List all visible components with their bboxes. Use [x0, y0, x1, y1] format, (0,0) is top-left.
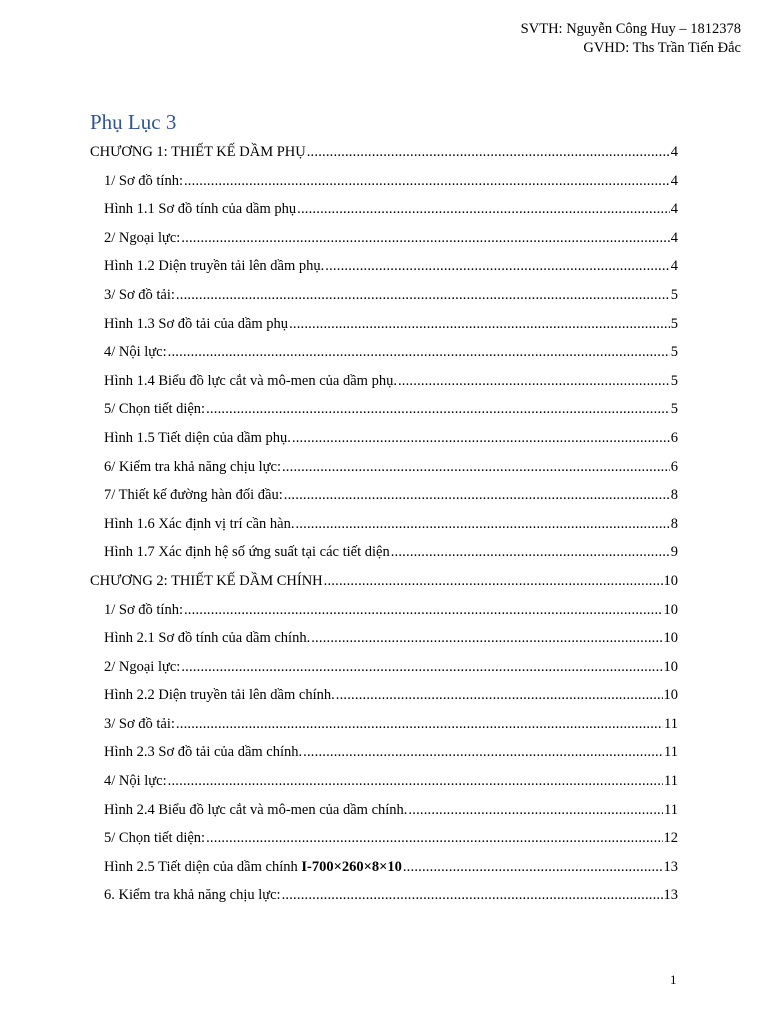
toc-dot-leader [297, 201, 670, 218]
toc-page-number: 12 [663, 830, 678, 847]
toc-entry-text [104, 487, 283, 504]
toc-entry-text [90, 573, 323, 590]
toc-page-number: 6 [670, 458, 678, 475]
toc-entry-label: 5/ Chọn tiết diện: [104, 401, 206, 418]
toc-entry[interactable] [90, 287, 678, 316]
toc-dot-leader [311, 630, 662, 647]
toc-entry-text [104, 230, 180, 247]
toc-dot-leader [307, 144, 670, 161]
toc-dot-leader [398, 373, 670, 390]
toc-entry[interactable] [90, 859, 678, 888]
toc-entry-text [104, 659, 180, 676]
toc-page-number: 10 [663, 601, 678, 618]
toc-page-number: 4 [670, 258, 678, 275]
toc-entry-text [104, 373, 397, 390]
toc-entry-label: Hình 2.1 Sơ đồ tính của dầm chính. [104, 630, 311, 647]
toc-page-number: 4 [670, 229, 678, 246]
toc-entry[interactable] [90, 830, 678, 859]
toc-chapter-entry[interactable] [90, 573, 678, 602]
toc-page-number: 5 [670, 401, 678, 418]
toc-dot-leader [184, 602, 663, 619]
toc-entry-text [104, 258, 324, 275]
toc-entry[interactable] [90, 230, 678, 259]
toc-page-number: 10 [663, 630, 678, 647]
toc-entry-text [104, 287, 175, 304]
toc-page-number: 10 [663, 658, 678, 675]
toc-entry-label: Hình 1.1 Sơ đồ tính của dầm phụ [104, 201, 297, 218]
toc-entry[interactable] [90, 344, 678, 373]
toc-entry-text [104, 201, 296, 218]
toc-page-number: 8 [670, 515, 678, 532]
toc-dot-leader [181, 659, 662, 676]
toc-entry[interactable] [90, 687, 678, 716]
toc-entry[interactable] [90, 716, 678, 745]
toc-page-number: 9 [670, 544, 678, 561]
toc-entry[interactable] [90, 773, 678, 802]
toc-entry[interactable] [90, 401, 678, 430]
header-advisor-line: GVHD: Ths Trần Tiến Đắc [583, 40, 741, 56]
toc-entry[interactable] [90, 316, 678, 345]
toc-entry-text [104, 344, 167, 361]
toc-entry-label: 6. Kiểm tra khả năng chịu lực: [104, 887, 281, 904]
toc-entry[interactable] [90, 602, 678, 631]
toc-entry-label: CHƯƠNG 1: THIẾT KẾ DẦM PHỤ [90, 144, 306, 160]
toc-page-number: 5 [670, 372, 678, 389]
toc-entry-text [104, 859, 402, 876]
toc-entry-label: Hình 1.2 Diện truyền tải lên dầm phụ. [104, 258, 325, 275]
toc-entry[interactable] [90, 630, 678, 659]
toc-page-number: 13 [663, 887, 678, 904]
toc-entry-text [104, 316, 288, 333]
toc-dot-leader [336, 687, 663, 704]
toc-page-number: 10 [663, 687, 678, 704]
toc-entry-text [104, 430, 291, 447]
toc-dot-leader [295, 516, 669, 533]
toc-entry-text [104, 544, 390, 561]
toc-dot-leader [184, 173, 670, 190]
toc-entry-text [104, 602, 183, 619]
toc-dot-leader [324, 573, 663, 590]
appendix-title: Phụ Lục 3 [90, 110, 177, 134]
toc-entry-label: Hình 2.3 Sơ đồ tải của dầm chính. [104, 744, 303, 761]
toc-page-number: 4 [670, 172, 678, 189]
toc-entry[interactable] [90, 459, 678, 488]
toc-dot-leader [282, 887, 663, 904]
toc-page-number: 11 [664, 801, 678, 818]
toc-page-number: 4 [670, 144, 678, 160]
header-student-line: SVTH: Nguyễn Công Huy – 1812378 [520, 21, 741, 37]
toc-entry-label: Hình 1.5 Tiết diện của dầm phụ. [104, 429, 291, 446]
toc-entry[interactable] [90, 173, 678, 202]
toc-entry[interactable] [90, 373, 678, 402]
toc-entry-label: 3/ Sơ đồ tải: [104, 286, 175, 303]
toc-dot-leader [282, 459, 670, 476]
toc-entry-text [104, 773, 167, 790]
toc-page-number: 11 [664, 744, 678, 761]
toc-entry-text [104, 830, 205, 847]
toc-entry-text [104, 173, 183, 190]
toc-entry[interactable] [90, 516, 678, 545]
toc-entry[interactable] [90, 258, 678, 287]
toc-entry-text [104, 687, 335, 704]
toc-entry[interactable] [90, 887, 678, 916]
toc-page-number: 5 [670, 286, 678, 303]
toc-entry[interactable] [90, 744, 678, 773]
toc-entry-label: 3/ Sơ đồ tải: [104, 715, 175, 732]
toc-dot-leader [289, 316, 670, 333]
toc-entry-label: CHƯƠNG 2: THIẾT KẾ DẦM CHÍNH [90, 572, 323, 589]
toc-entry-text [104, 887, 281, 904]
toc-entry-label: 4/ Nội lực: [104, 344, 167, 361]
toc-page-number: 11 [664, 773, 678, 790]
toc-dot-leader [206, 830, 662, 847]
toc-entry-label: 2/ Ngoại lực: [104, 658, 181, 675]
toc-entry[interactable] [90, 544, 678, 573]
toc-dot-leader [168, 773, 663, 790]
toc-entry-label: 2/ Ngoại lực: [104, 229, 181, 246]
toc-entry-label: Hình 2.2 Diện truyền tải lên dầm chính. [104, 687, 335, 704]
toc-entry-section-spec: I-700×260×8×10 [301, 858, 402, 875]
toc-dot-leader [168, 344, 670, 361]
toc-page-number: 11 [664, 715, 678, 732]
toc-page-number: 13 [663, 858, 678, 875]
toc-dot-leader [403, 859, 663, 876]
toc-entry-text [104, 802, 407, 819]
toc-dot-leader [292, 430, 670, 447]
table-of-contents [90, 144, 678, 916]
toc-entry[interactable] [90, 659, 678, 688]
toc-entry[interactable] [90, 430, 678, 459]
toc-entry-label: Hình 1.6 Xác định vị trí cần hàn. [104, 515, 295, 532]
toc-dot-leader [176, 716, 663, 733]
page-number: 1 [670, 972, 677, 987]
toc-page-number: 4 [670, 201, 678, 218]
toc-dot-leader [181, 230, 669, 247]
toc-entry-label: Hình 2.5 Tiết diện của dầm chính [104, 858, 298, 875]
toc-dot-leader [176, 287, 670, 304]
toc-entry-label: Hình 1.3 Sơ đồ tải của dầm phụ [104, 315, 289, 332]
toc-dot-leader [325, 258, 669, 275]
toc-dot-leader [206, 401, 670, 418]
page-header [521, 20, 741, 58]
toc-entry-label: 6/ Kiểm tra khả năng chịu lực: [104, 458, 281, 475]
toc-entry-text [104, 630, 310, 647]
toc-entry-label: Hình 2.4 Biểu đồ lực cắt và mô-men của dầm chính. [104, 801, 408, 818]
toc-entry-label: 1/ Sơ đồ tính: [104, 601, 183, 618]
toc-entry-label: Hình 1.4 Biểu đồ lực cắt và mô-men của dầm phụ. [104, 372, 397, 389]
toc-page-number: 6 [670, 429, 678, 446]
toc-entry-text [104, 716, 175, 733]
toc-dot-leader [284, 487, 670, 504]
toc-page-number: 8 [670, 487, 678, 504]
toc-page-number: 5 [670, 344, 678, 361]
toc-entry-text [104, 516, 294, 533]
toc-entry-label: 7/ Thiết kế đường hàn đối đầu: [104, 487, 283, 504]
toc-entry[interactable] [90, 201, 678, 230]
toc-entry-text [104, 459, 281, 476]
toc-entry-label: 4/ Nội lực: [104, 773, 167, 790]
toc-dot-leader [408, 802, 663, 819]
toc-entry-label: 5/ Chọn tiết diện: [104, 830, 206, 847]
toc-entry-text [104, 744, 302, 761]
toc-entry[interactable] [90, 802, 678, 831]
toc-entry-label: 1/ Sơ đồ tính: [104, 172, 183, 189]
toc-entry[interactable] [90, 487, 678, 516]
toc-page-number: 10 [663, 572, 678, 589]
toc-entry-text [104, 401, 205, 418]
toc-page-number: 5 [670, 315, 678, 332]
toc-entry-label: Hình 1.7 Xác định hệ số ứng suất tại các tiết diện [104, 544, 390, 561]
toc-dot-leader [391, 544, 670, 561]
toc-entry-text [90, 144, 306, 161]
toc-dot-leader [303, 744, 663, 761]
toc-chapter-entry[interactable] [90, 144, 678, 173]
